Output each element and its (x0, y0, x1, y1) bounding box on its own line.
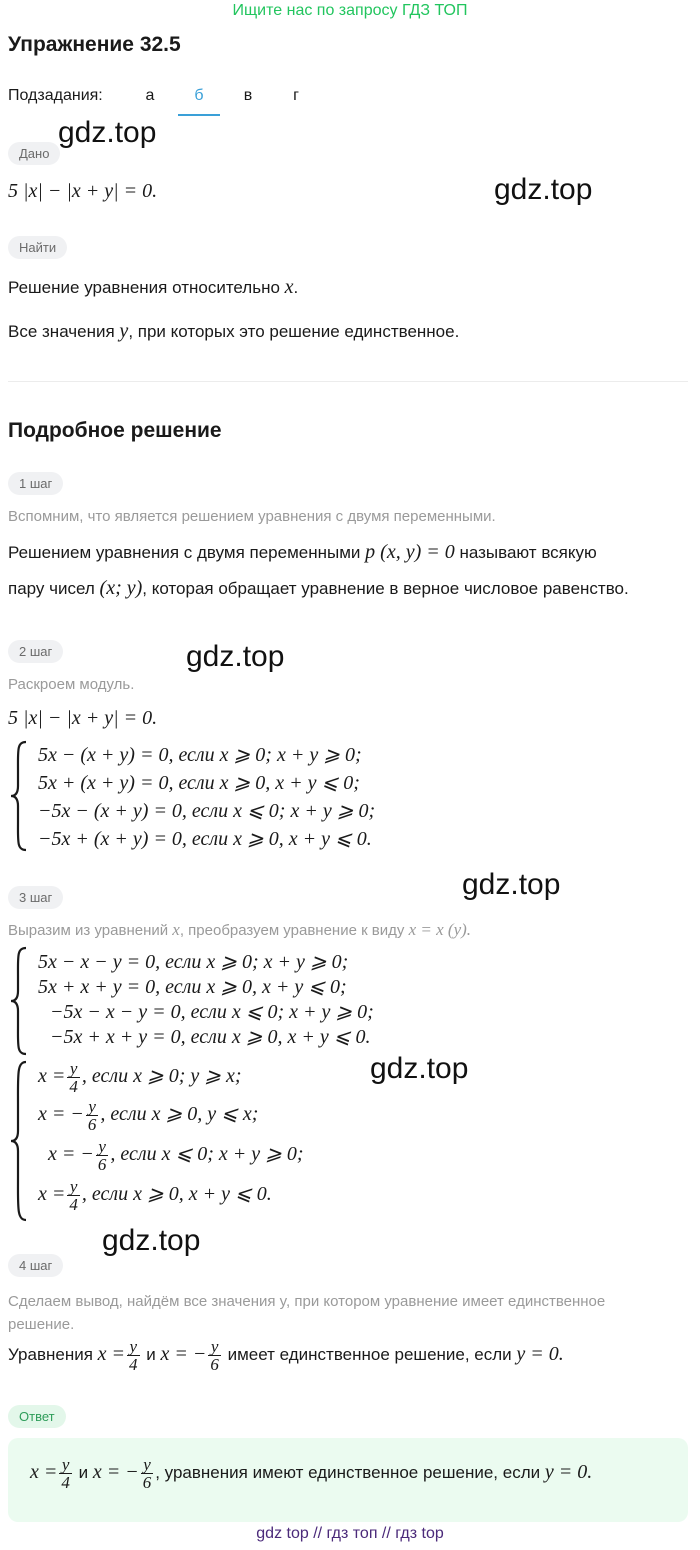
row-rest: , если x ⩾ 0; y ⩾ x; (81, 1065, 242, 1088)
system-row (38, 1098, 258, 1133)
step-3-hint-mid: , преобразуем уравнение к виду (179, 922, 405, 939)
system-row (38, 1060, 242, 1095)
page-title: Упражнение 32.5 (8, 33, 181, 56)
step-3-hint (8, 920, 471, 940)
subtasks-label: Подзадания: (8, 87, 103, 104)
answer-section (8, 1405, 66, 1428)
given-section (8, 142, 60, 165)
fraction-numerator: y (129, 1337, 138, 1356)
step-1-badge: 1 шаг (8, 472, 63, 495)
answer-text (30, 1456, 592, 1491)
row-rest: , если x ⩽ 0; x + y ⩾ 0; (110, 1143, 304, 1166)
fraction-numerator: y (210, 1337, 219, 1356)
left-brace-icon (8, 740, 30, 852)
fraction-numerator: y (143, 1455, 151, 1474)
system-row (48, 1138, 304, 1173)
step-2-system (8, 738, 468, 854)
watermark: gdz.top (58, 116, 157, 149)
system-row: 5x + (x + y) = 0, если x ⩾ 0, x + y ⩽ 0; (38, 772, 360, 794)
fraction (67, 1178, 80, 1213)
footer-links[interactable]: gdz top // гдз топ // гдз top (256, 1525, 444, 1542)
tab-v[interactable]: в (243, 87, 253, 104)
step-3-hint-var: x (172, 920, 180, 939)
fraction-numerator: y (98, 1137, 106, 1156)
system-row: −5x + x + y = 0, если x ⩾ 0, x + y ⩽ 0. (50, 1026, 371, 1048)
step-4 (8, 1254, 63, 1277)
step-1-line-1-tail: называют всякую (459, 543, 597, 562)
tab-b[interactable]: б (194, 87, 204, 104)
step-3-hint-math: x = x (y). (408, 920, 472, 939)
given-badge: Дано (8, 142, 60, 165)
conjunction: и (146, 1344, 156, 1364)
solution-title: Подробное решение (8, 419, 222, 442)
watermark: gdz.top (494, 173, 593, 206)
eq2-lhs: x = − (92, 1460, 139, 1483)
step-3-badge: 3 шаг (8, 886, 63, 909)
watermark: gdz.top (102, 1224, 201, 1257)
fraction (208, 1338, 221, 1373)
fraction-numerator: y (61, 1455, 70, 1474)
row-lhs: x = − (38, 1103, 84, 1126)
system-row: −5x − x − y = 0, если x ⩽ 0; x + y ⩾ 0; (50, 1001, 374, 1023)
row-lhs: x = − (48, 1143, 94, 1166)
left-brace-icon (8, 1060, 30, 1222)
find-line-1-text: Решение уравнения относительно (8, 278, 280, 297)
row-lhs: x = (38, 1183, 66, 1206)
find-section (8, 236, 67, 259)
row-rest: , если x ⩾ 0, x + y ⩽ 0. (81, 1183, 272, 1206)
eq2-lhs: x = − (160, 1342, 207, 1365)
step-1-line-2-math: (x; y) (99, 577, 143, 599)
find-var-y: y (119, 320, 129, 342)
fraction-denominator: 6 (142, 1473, 152, 1492)
system-row: 5x + x + y = 0, если x ⩾ 0, x + y ⩽ 0; (38, 976, 347, 998)
step-2-equation: 5 |x| − |x + y| = 0. (8, 707, 158, 729)
step-1 (8, 472, 63, 495)
fraction (86, 1098, 99, 1133)
step-4-badge: 4 шаг (8, 1254, 63, 1277)
step-4-hint-line-1: Сделаем вывод, найдём все значения y, при котором уравнение имеет единственное (8, 1293, 606, 1310)
row-lhs: x = (38, 1065, 66, 1088)
step-2-badge: 2 шаг (8, 640, 63, 663)
step-1-line-1-math: p (x, y) = 0 (365, 541, 455, 563)
fraction (96, 1138, 109, 1173)
step-2 (8, 640, 63, 663)
search-banner: Ищите нас по запросу ГДЗ ТОП (232, 2, 468, 19)
fraction-denominator: 4 (69, 1195, 78, 1214)
conclusion-condition: y = 0. (516, 1342, 564, 1365)
answer-tail: , уравнения имеют единственное решение, если (155, 1462, 541, 1482)
step-3-hint-text: Выразим из уравнений (8, 922, 169, 939)
fraction-denominator: 4 (129, 1355, 138, 1374)
fraction-denominator: 4 (69, 1077, 78, 1096)
fraction-denominator: 6 (87, 1115, 97, 1134)
step-1-hint: Вспомним, что является решением уравнения с двумя переменными. (8, 508, 496, 525)
step-1-line-2-text: пару чисел (8, 579, 95, 598)
row-rest: , если x ⩾ 0, y ⩽ x; (100, 1103, 259, 1126)
fraction (67, 1060, 80, 1095)
find-line-2-suffix: , при которых это решение единственное. (128, 322, 460, 341)
tab-g[interactable]: г (293, 87, 299, 104)
given-equation: 5 |x| − |x + y| = 0. (8, 180, 158, 202)
fraction-numerator: y (88, 1097, 96, 1116)
find-var-x: x (284, 276, 294, 298)
tab-a[interactable]: а (145, 87, 155, 104)
step-4-hint-line-2: решение. (8, 1316, 75, 1333)
find-line-2 (8, 320, 459, 343)
step-1-line-1 (8, 541, 597, 564)
find-line-1: Решение уравнения относительно x. (8, 276, 299, 298)
system-row: −5x + (x + y) = 0, если x ⩾ 0, x + y ⩽ 0. (38, 828, 372, 850)
fraction-denominator: 6 (97, 1155, 107, 1174)
eq1-lhs: x = (97, 1342, 126, 1365)
step-2-hint: Раскроем модуль. (8, 676, 135, 693)
answer-badge: Ответ (8, 1405, 66, 1428)
conjunction: и (78, 1462, 89, 1482)
answer-condition: y = 0. (544, 1460, 593, 1483)
system-row (38, 1178, 272, 1213)
system-row: −5x − (x + y) = 0, если x ⩽ 0; x + y ⩾ 0; (38, 800, 376, 822)
step-1-line-2 (8, 577, 629, 600)
fraction (59, 1456, 72, 1491)
watermark: gdz.top (462, 868, 561, 901)
fraction-numerator: y (69, 1059, 78, 1078)
fraction (127, 1338, 140, 1373)
active-tab-indicator (178, 114, 220, 116)
step-3-system-1 (8, 946, 468, 1058)
watermark: gdz.top (370, 1052, 469, 1085)
system-row: 5x − (x + y) = 0, если x ⩾ 0; x + y ⩾ 0; (38, 744, 362, 766)
watermark: gdz.top (186, 640, 285, 673)
step-1-line-2-tail: , которая обращает уравнение в верное числовое равенство. (142, 579, 629, 598)
step-4-hint (8, 1290, 688, 1336)
conclusion-prefix: Уравнения (8, 1344, 93, 1364)
step-4-conclusion (8, 1338, 564, 1373)
system-row: 5x − x − y = 0, если x ⩾ 0; x + y ⩾ 0; (38, 951, 349, 973)
fraction-denominator: 6 (210, 1355, 219, 1374)
fraction (141, 1456, 154, 1491)
step-1-line-1-text: Решением уравнения с двумя переменными (8, 543, 361, 562)
fraction-denominator: 4 (61, 1473, 70, 1492)
conclusion-tail: имеет единственное решение, если (227, 1344, 512, 1364)
step-3 (8, 886, 63, 909)
step-3-system-2 (8, 1060, 468, 1224)
find-badge: Найти (8, 236, 67, 259)
find-line-2-prefix: Все значения (8, 322, 115, 341)
fraction-numerator: y (69, 1177, 78, 1196)
left-brace-icon (8, 946, 30, 1056)
eq1-lhs: x = (30, 1460, 58, 1483)
divider (8, 381, 688, 382)
